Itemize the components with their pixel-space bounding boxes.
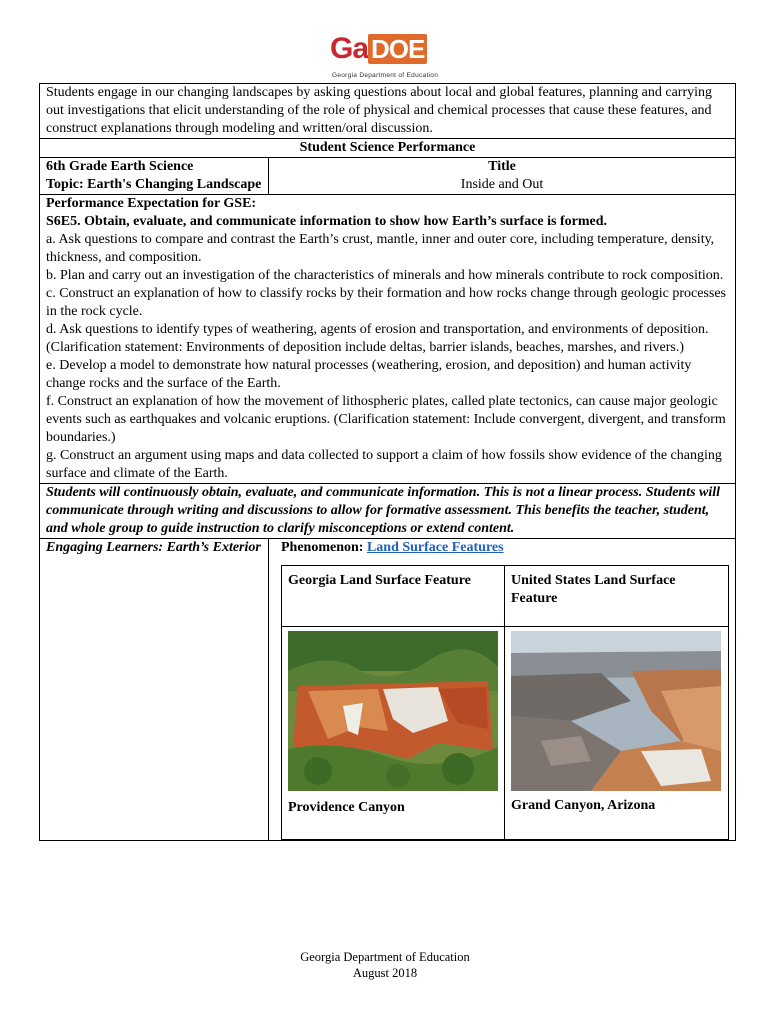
- element-c: c. Construct an explanation of how to classify rocks by their formation and how rocks change through geologic processes in the rock cycle.: [46, 286, 726, 319]
- page-footer: [0, 949, 770, 981]
- us-feature-cell: [505, 627, 729, 840]
- logo-wordmark: Ga DOE: [330, 27, 427, 71]
- engaging-label: Engaging Learners: Earth’s Exterior: [46, 540, 261, 555]
- georgia-feature-cell: [282, 627, 505, 840]
- topic-label: Topic: Earth's Changing Landscape: [46, 177, 262, 192]
- grand-canyon-photo: [511, 631, 721, 791]
- phenomenon-cell: [269, 539, 736, 841]
- intro-cell: [40, 84, 736, 139]
- engaging-cell: [40, 539, 269, 841]
- process-note: Students will continuously obtain, evaluate, and communicate information. This is not a linear process. Students will communicate through writing and discussions to allow for formative assessment. This benefits the teacher, student, and whole group to guide instruction to clarify misconceptions or extend content.: [40, 484, 736, 539]
- providence-canyon-photo: [288, 631, 498, 791]
- element-d: d. Ask questions to identify types of weathering, agents of erosion and transportation, and environments of deposition. (Clarification statement: Environments of deposition include deltas, barrier islands, beaches, marshes, and rivers.): [46, 322, 709, 355]
- phenomenon-link[interactable]: Land Surface Features: [366, 540, 504, 555]
- georgia-feature-header: Georgia Land Surface Feature: [282, 566, 505, 627]
- element-f: f. Construct an explanation of how the movement of lithospheric plates, called plate tectonics, can cause major geologic events such as earthquakes and volcanic eruptions. (Clarification statement: Include convergent, divergent, and transform boundaries.): [46, 394, 726, 445]
- gadoe-logo: [330, 27, 440, 83]
- us-feature-caption: Grand Canyon, Arizona: [511, 798, 656, 813]
- logo-subtitle: Georgia Department of Education: [332, 72, 439, 79]
- grade-label: 6th Grade Earth Science: [46, 159, 194, 174]
- phenomenon-label: Phenomenon:: [281, 540, 367, 555]
- element-a: a. Ask questions to compare and contrast the Earth’s crust, mantle, inner and outer core, including temperature, density, thickness, and composition.: [46, 232, 715, 265]
- element-e: e. Develop a model to demonstrate how natural processes (weathering, erosion, and deposition) and human activity change rocks and the surface of the Earth.: [46, 358, 692, 391]
- lesson-table: [39, 83, 736, 841]
- element-g: g. Construct an argument using maps and data collected to support a claim of how fossils show evidence of the changing surface and climate of the Earth.: [46, 448, 722, 481]
- footer-date: August 2018: [352, 966, 418, 980]
- georgia-feature-caption: Providence Canyon: [288, 800, 405, 815]
- us-feature-header: United States Land Surface Feature: [505, 566, 729, 627]
- performance-heading: Performance Expectation for GSE:: [46, 196, 257, 211]
- section-title: Student Science Performance: [40, 139, 736, 158]
- title-cell: [269, 158, 736, 195]
- element-b: b. Plan and carry out an investigation of the characteristics of minerals and how minerals contribute to rock composition.: [46, 268, 724, 283]
- grade-topic-cell: [40, 158, 269, 195]
- features-table: [281, 565, 729, 840]
- intro-text: Students engage in our changing landscapes by asking questions about local and global features, planning and carrying out investigations that elicit understanding of the role of physical and chemical processes that cause these features, and construct explanations through modeling and written/oral discussion.: [46, 85, 712, 136]
- title-value: Inside and Out: [460, 177, 544, 192]
- title-label: Title: [488, 159, 516, 174]
- footer-org: Georgia Department of Education: [300, 950, 470, 964]
- standard-text: S6E5. Obtain, evaluate, and communicate information to show how Earth’s surface is formed.: [46, 214, 608, 229]
- performance-cell: [40, 195, 736, 484]
